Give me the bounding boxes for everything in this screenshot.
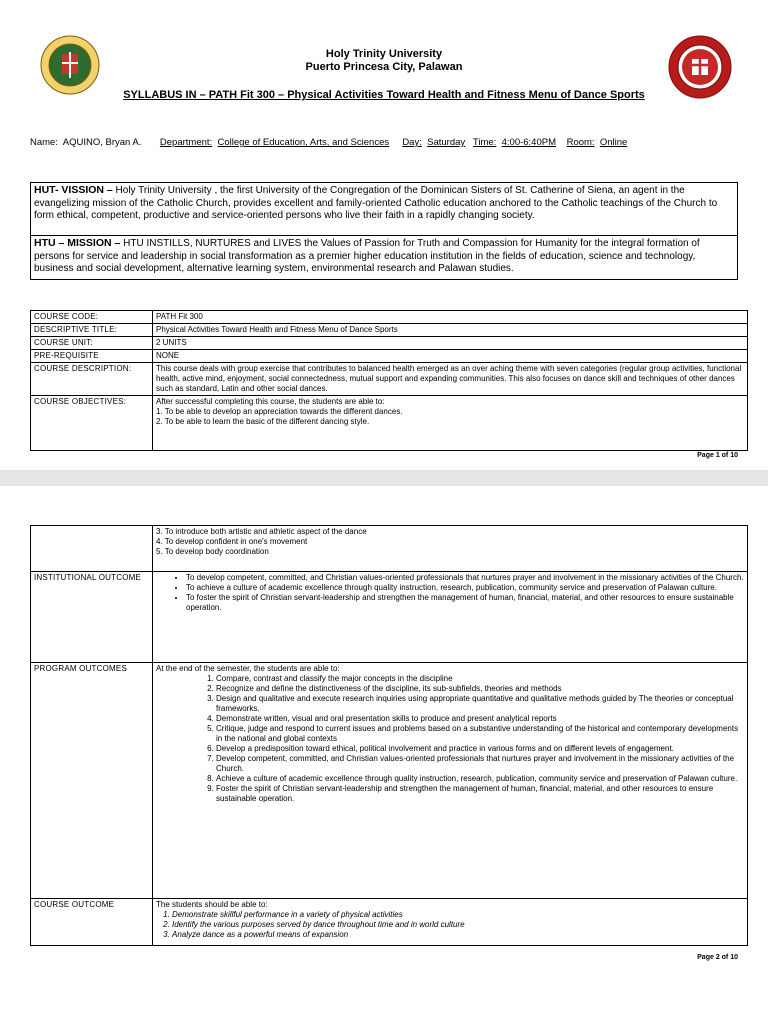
list-item: 2. Recognize and define the distinctiveness of the discipline, its sub-subfields, theories and methods bbox=[216, 684, 744, 694]
table-row bbox=[31, 572, 748, 663]
course-code-label: COURSE CODE: bbox=[31, 311, 153, 324]
time-label: Time: bbox=[472, 137, 497, 148]
course-unit-label: COURSE UNIT: bbox=[31, 337, 153, 350]
objectives-continued-cell bbox=[153, 526, 748, 572]
course-outcome-intro: The students should be able to: bbox=[156, 900, 268, 909]
list-item: • To achieve a culture of academic excellence through quality instruction, research, publication, community service and preservation of Palawan culture. bbox=[186, 583, 744, 593]
page-1 bbox=[0, 0, 768, 470]
list-item: 1. Compare, contrast and classify the major concepts in the discipline bbox=[216, 674, 744, 684]
program-outcomes-cell bbox=[153, 663, 748, 899]
objective-item: 5. To develop body coordination bbox=[156, 547, 269, 556]
institutional-outcome-label: INSTITUTIONAL OUTCOME bbox=[31, 572, 153, 663]
list-item: 9. Foster the spirit of Christian servant-leadership and strengthen the management of human, financial, material, and other resources to ensure sustainable operation. bbox=[216, 784, 744, 804]
table-row bbox=[31, 350, 748, 363]
outcomes-table bbox=[30, 525, 748, 946]
table-row bbox=[31, 899, 748, 946]
university-name: Holy Trinity University bbox=[325, 48, 443, 60]
page-number: Page 2 of 10 bbox=[697, 954, 738, 961]
prerequisite-value: NONE bbox=[153, 350, 748, 363]
descriptive-title-label: DESCRIPTIVE TITLE: bbox=[31, 324, 153, 337]
list-item: 1. Demonstrate skillful performance in a variety of physical activities bbox=[172, 910, 744, 920]
table-row bbox=[31, 396, 748, 451]
instructor-info bbox=[30, 137, 627, 148]
page-2 bbox=[0, 486, 768, 1024]
list-item: 5. Critique, judge and respond to current issues and problems based on a substantive understanding of the historical and contemporary developments in the national and global contexts bbox=[216, 724, 744, 744]
page-separator bbox=[0, 470, 768, 486]
vision-label: HUT- VISSION – bbox=[34, 184, 113, 196]
vision-box bbox=[30, 182, 738, 236]
department-label: Department: bbox=[159, 137, 213, 148]
instructor-name: AQUINO, Bryan A. bbox=[62, 137, 142, 148]
objectives-continued-label bbox=[31, 526, 153, 572]
table-row bbox=[31, 337, 748, 350]
objectives-intro: After successful completing this course, the students are able to: bbox=[156, 397, 385, 406]
table-row bbox=[31, 526, 748, 572]
time-value: 4:00-6:40PM bbox=[501, 137, 557, 148]
course-description-value: This course deals with group exercise that contributes to balanced health emerged as an over aching theme with seven categories (regular group activities, functional health, active mind, enjoyment, social connectedness, mutual support and expanding communities. This also focuses on dance skill and techniques of other dances such as standard, Latin and other social dances. bbox=[153, 363, 748, 396]
room-value: Online bbox=[599, 137, 628, 148]
mission-label: HTU – MISSION – bbox=[34, 237, 121, 249]
objective-item: 4. To develop confident in one's movement bbox=[156, 537, 308, 546]
list-item: 4. Demonstrate written, visual and oral presentation skills to produce and present analytical reports bbox=[216, 714, 744, 724]
list-item: 7. Develop competent, committed, and Christian values-oriented professionals that nurtures prayer and involvement in the missionary activities of the Church. bbox=[216, 754, 744, 774]
table-row bbox=[31, 311, 748, 324]
mission-text: HTU INSTILLS, NURTURES and LIVES the Values of Passion for Truth and Compassion for Humanity for the integral formation of persons for service and leadership in social transformation as a premier higher education institution in the fields of education, science and technology, business and social development, alternative learning system, environmental research and Palawan studies. bbox=[34, 238, 700, 274]
course-objectives-label: COURSE OBJECTIVES: bbox=[31, 396, 153, 451]
day-label: Day: bbox=[402, 137, 422, 148]
institutional-outcome-cell bbox=[153, 572, 748, 663]
table-row bbox=[31, 324, 748, 337]
list-item: 6. Develop a predisposition toward ethical, political involvement and practice in various forms and on different levels of engagement. bbox=[216, 744, 744, 754]
list-item: 3. Analyze dance as a powerful means of expansion bbox=[172, 930, 744, 940]
course-outcome-cell bbox=[153, 899, 748, 946]
course-info-table bbox=[30, 310, 748, 451]
page-number: Page 1 of 10 bbox=[697, 452, 738, 459]
objective-item: 3. To introduce both artistic and athletic aspect of the dance bbox=[156, 527, 367, 536]
objective-item: 1. To be able to develop an appreciation towards the different dances. bbox=[156, 407, 403, 416]
table-row bbox=[31, 663, 748, 899]
program-outcomes-label: PROGRAM OUTCOMES bbox=[31, 663, 153, 899]
list-item: 8. Achieve a culture of academic excellence through quality instruction, research, publication, community service and preservation of Palawan culture. bbox=[216, 774, 744, 784]
objective-item: 2. To be able to learn the basic of the different dancing style. bbox=[156, 417, 370, 426]
university-city: Puerto Princesa City, Palawan bbox=[305, 61, 463, 73]
mission-box bbox=[30, 235, 738, 280]
course-code-value: PATH Fit 300 bbox=[153, 311, 748, 324]
department-value: College of Education, Arts, and Sciences bbox=[217, 137, 390, 148]
list-item: • To develop competent, committed, and Christian values-oriented professionals that nurtures prayer and involvement in the missionary activities of the Church. bbox=[186, 573, 744, 583]
day-value: Saturday bbox=[427, 137, 466, 148]
descriptive-title-value: Physical Activities Toward Health and Fitness Menu of Dance Sports bbox=[153, 324, 748, 337]
table-row bbox=[31, 363, 748, 396]
course-objectives-cell bbox=[153, 396, 748, 451]
course-unit-value: 2 UNITS bbox=[153, 337, 748, 350]
course-outcome-label: COURSE OUTCOME bbox=[31, 899, 153, 946]
course-description-label: COURSE DESCRIPTION: bbox=[31, 363, 153, 396]
syllabus-title: SYLLABUS IN – PATH Fit 300 – Physical Activities Toward Health and Fitness Menu of Dance Sports bbox=[123, 89, 645, 101]
name-label: Name: bbox=[30, 137, 58, 148]
vision-text: Holy Trinity University , the first University of the Congregation of the Dominican Sisters of St. Catherine of Siena, an agent in the evangelizing mission of the Catholic Church, provides excellent and family-oriented Catholic education anchored to the Catholic teachings of the Church to form ethical, competent, productive and service-oriented persons who live their faith in a rapidly changing society. bbox=[34, 185, 718, 221]
list-item: 2. Identify the various purposes served by dance throughout time and in world culture bbox=[172, 920, 744, 930]
list-item: • To foster the spirit of Christian servant-leadership and strengthen the management of human, financial, material, and other resources to ensure sustainable operation. bbox=[186, 593, 744, 613]
prerequisite-label: PRE-REQUISITE bbox=[31, 350, 153, 363]
room-label: Room: bbox=[566, 137, 595, 148]
program-intro: At the end of the semester, the students are able to: bbox=[156, 664, 340, 673]
list-item: 3. Design and qualitative and execute research inquiries using appropriate quantitative and qualitative methods guided by The theories or conceptual frameworks. bbox=[216, 694, 744, 714]
